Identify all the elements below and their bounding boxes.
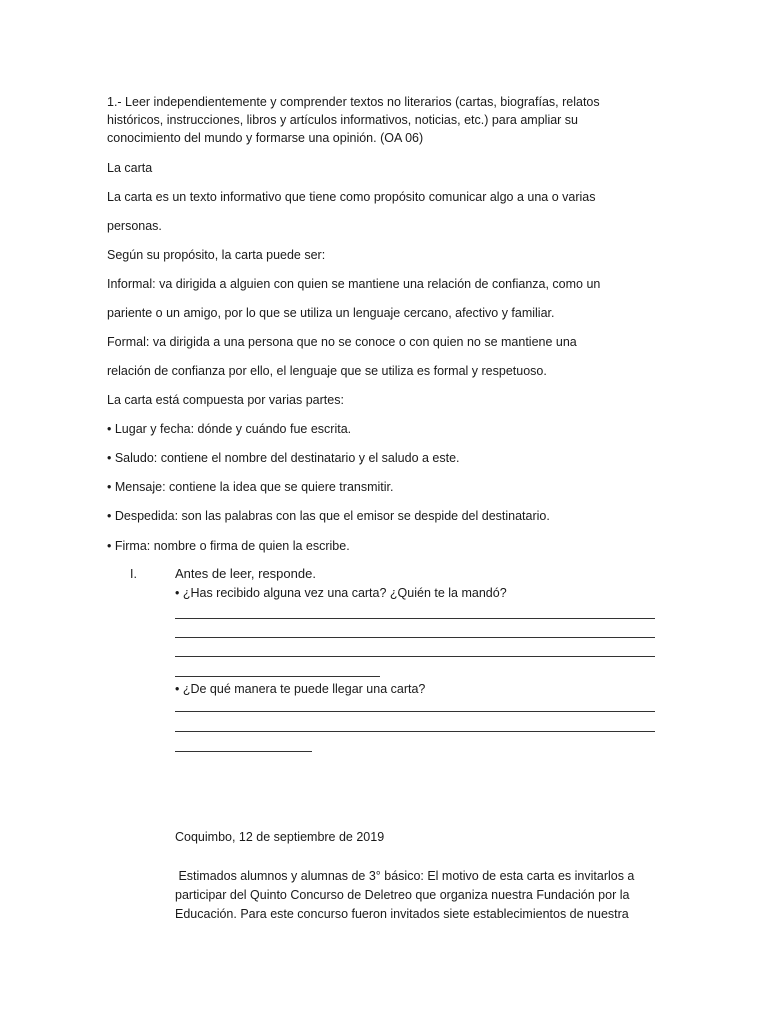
objective-line-2: históricos, instrucciones, libros y artículos informativos, noticias, etc.) para ampliar su xyxy=(107,113,579,127)
informal-line-2: pariente o un amigo, por lo que se utiliza un lenguaje cercano, afectivo y familiar. xyxy=(107,306,555,320)
part-item: • Saludo: contiene el nombre del destinatario y el saludo a este. xyxy=(107,451,460,465)
answer-line[interactable] xyxy=(175,711,655,712)
answer-line[interactable] xyxy=(175,751,312,752)
letter-body-line: participar del Quinto Concurso de Deletreo que organiza nuestra Fundación por la xyxy=(175,888,630,902)
letter-body-line: Educación. Para este concurso fueron invitados siete establecimientos de nuestra xyxy=(175,907,629,921)
definition-line-2: personas. xyxy=(107,219,162,233)
section-number: I. xyxy=(130,567,137,581)
answer-line[interactable] xyxy=(175,656,655,657)
question-1: • ¿Has recibido alguna vez una carta? ¿Quién te la mandó? xyxy=(175,586,507,600)
letter-body-line: Estimados alumnos y alumnas de 3° básico: El motivo de esta carta es invitarlos a xyxy=(175,869,635,883)
question-2: • ¿De qué manera te puede llegar una carta? xyxy=(175,682,426,696)
part-item: • Mensaje: contiene la idea que se quiere transmitir. xyxy=(107,480,394,494)
formal-line-1: Formal: va dirigida a una persona que no se conoce o con quien no se mantiene una xyxy=(107,335,577,349)
informal-line-1: Informal: va dirigida a alguien con quien se mantiene una relación de confianza, como un xyxy=(107,277,601,291)
part-item: • Lugar y fecha: dónde y cuándo fue escrita. xyxy=(107,422,352,436)
definition-line-1: La carta es un texto informativo que tiene como propósito comunicar algo a una o varias xyxy=(107,190,596,204)
lesson-title: La carta xyxy=(107,161,153,175)
letter-place-date: Coquimbo, 12 de septiembre de 2019 xyxy=(175,830,385,844)
answer-line[interactable] xyxy=(175,618,655,619)
formal-line-2: relación de confianza por ello, el lenguaje que se utiliza es formal y respetuoso. xyxy=(107,364,547,378)
parts-intro: La carta está compuesta por varias partes: xyxy=(107,393,344,407)
answer-line[interactable] xyxy=(175,637,655,638)
part-item: • Despedida: son las palabras con las que el emisor se despide del destinatario. xyxy=(107,509,550,523)
objective-line-1: 1.- Leer independientemente y comprender textos no literarios (cartas, biografías, relatos xyxy=(107,95,600,109)
objective-line-3: conocimiento del mundo y formarse una opinión. (OA 06) xyxy=(107,131,424,145)
section-heading: Antes de leer, responde. xyxy=(175,566,316,581)
answer-line[interactable] xyxy=(175,731,655,732)
part-item: • Firma: nombre o firma de quien la escribe. xyxy=(107,539,350,553)
answer-line[interactable] xyxy=(175,676,380,677)
purpose-intro: Según su propósito, la carta puede ser: xyxy=(107,248,326,262)
